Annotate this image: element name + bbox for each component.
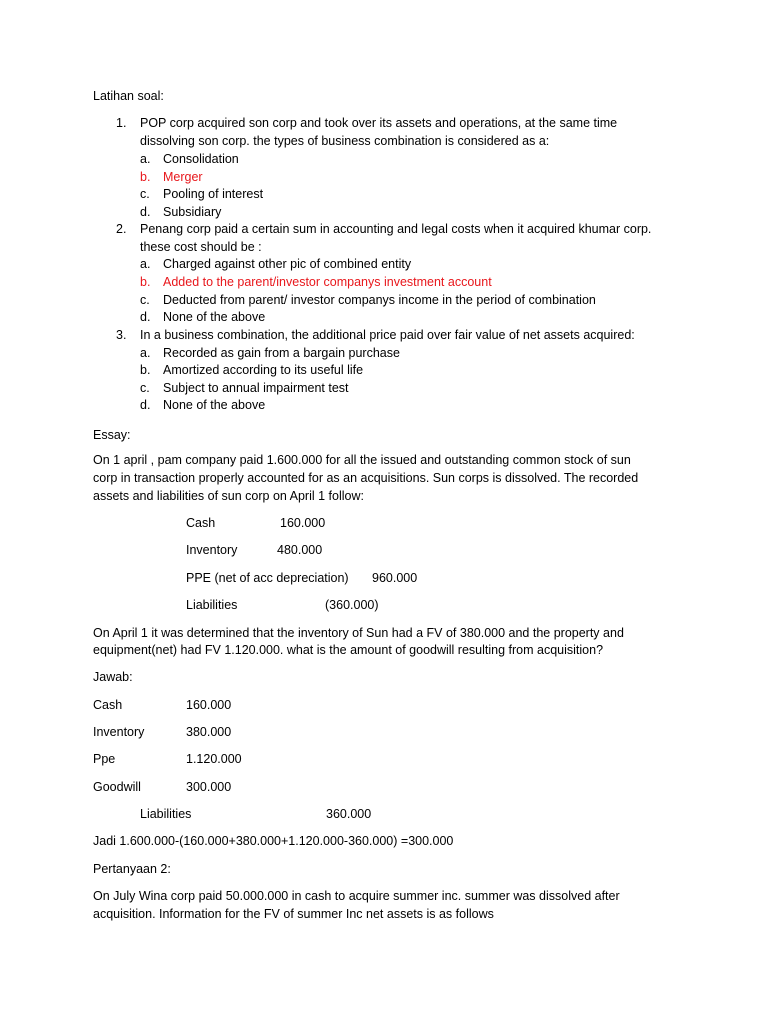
essay-intro-line-1: On 1 april , pam company paid 1.600.000 for all the issued and outstanding common stock of sun <box>93 453 631 467</box>
question-3-option-c-letter: c. <box>140 381 150 395</box>
question-1-text-line-2: dissolving son corp. the types of business combination is considered as a: <box>140 134 550 148</box>
calculation-line: Jadi 1.600.000-(160.000+380.000+1.120.000-360.000) =300.000 <box>93 834 454 848</box>
question2-line-2: acquisition. Information for the FV of summer Inc net assets is as follows <box>93 907 494 921</box>
essay-question-line-2: equipment(net) had FV 1.120.000. what is the amount of goodwill resulting from acquisition? <box>93 643 604 657</box>
answer-value-inventory: 380.000 <box>186 725 232 739</box>
answer-label-ppe: Ppe <box>93 752 116 766</box>
question-1-number: 1. <box>116 116 127 130</box>
question-1-option-b-text: Merger <box>163 170 203 184</box>
question-1-option-a-text: Consolidation <box>163 152 239 166</box>
balance-label-cash: Cash <box>186 516 216 530</box>
question-1-option-d-text: Subsidiary <box>163 205 222 219</box>
answer-label-inventory: Inventory <box>93 725 145 739</box>
question-1-option-c-text: Pooling of interest <box>163 187 264 201</box>
question-3-number: 3. <box>116 328 127 342</box>
balance-value-cash: 160.000 <box>280 516 326 530</box>
answer-value-ppe: 1.120.000 <box>186 752 242 766</box>
heading: Latihan soal: <box>93 89 164 103</box>
question-3-option-c-text: Subject to annual impairment test <box>163 381 349 395</box>
question-1-option-c-letter: c. <box>140 187 150 201</box>
essay-intro-line-3: assets and liabilities of sun corp on April 1 follow: <box>93 489 364 503</box>
question-3-option-b-text: Amortized according to its useful life <box>163 363 364 377</box>
answer-heading: Jawab: <box>93 670 133 684</box>
essay-intro-line-2: corp in transaction properly accounted for as an acquisitions. Sun corps is dissolved. The recorded <box>93 471 639 485</box>
question-1-text-line-1: POP corp acquired son corp and took over its assets and operations, at the same time <box>140 116 618 130</box>
question2-heading: Pertanyaan 2: <box>93 862 171 876</box>
question-1-option-a-letter: a. <box>140 152 151 166</box>
question-2-option-b-letter: b. <box>140 275 151 289</box>
answer-label-goodwill: Goodwill <box>93 780 141 794</box>
balance-label-ppe: PPE (net of acc depreciation) <box>186 571 349 585</box>
essay-question-line-1: On April 1 it was determined that the inventory of Sun had a FV of 380.000 and the property and <box>93 626 624 640</box>
essay-heading: Essay: <box>93 428 131 442</box>
question-2-option-b-text: Added to the parent/investor companys investment account <box>163 275 492 289</box>
answer-label-cash: Cash <box>93 698 123 712</box>
question-2-option-d-text: None of the above <box>163 310 266 324</box>
answer-value-liabilities: 360.000 <box>326 807 372 821</box>
balance-value-liabilities: (360.000) <box>325 598 379 612</box>
answer-value-goodwill: 300.000 <box>186 780 232 794</box>
balance-label-inventory: Inventory <box>186 543 238 557</box>
question-2-text-line-1: Penang corp paid a certain sum in accounting and legal costs when it acquired khumar corp. <box>140 222 652 236</box>
question-2-number: 2. <box>116 222 127 236</box>
question-2-text-line-2: these cost should be : <box>140 240 262 254</box>
question-3-option-a-letter: a. <box>140 346 151 360</box>
answer-label-liabilities: Liabilities <box>140 807 192 821</box>
balance-label-liabilities: Liabilities <box>186 598 238 612</box>
balance-value-ppe: 960.000 <box>372 571 418 585</box>
question-3-option-b-letter: b. <box>140 363 151 377</box>
question-2-option-d-letter: d. <box>140 310 151 324</box>
answer-value-cash: 160.000 <box>186 698 232 712</box>
question-3-option-d-letter: d. <box>140 398 151 412</box>
question2-line-1: On July Wina corp paid 50.000.000 in cash to acquire summer inc. summer was dissolved after <box>93 889 620 903</box>
question-2-option-a-text: Charged against other pic of combined entity <box>163 257 412 271</box>
question-3-option-d-text: None of the above <box>163 398 266 412</box>
balance-value-inventory: 480.000 <box>277 543 323 557</box>
question-2-option-a-letter: a. <box>140 257 151 271</box>
question-3-text-line-1: In a business combination, the additional price paid over fair value of net assets acquired: <box>140 328 635 342</box>
question-1-option-b-letter: b. <box>140 170 151 184</box>
question-3-option-a-text: Recorded as gain from a bargain purchase <box>163 346 400 360</box>
question-2-option-c-text: Deducted from parent/ investor companys income in the period of combination <box>163 293 596 307</box>
question-1-option-d-letter: d. <box>140 205 151 219</box>
question-2-option-c-letter: c. <box>140 293 150 307</box>
